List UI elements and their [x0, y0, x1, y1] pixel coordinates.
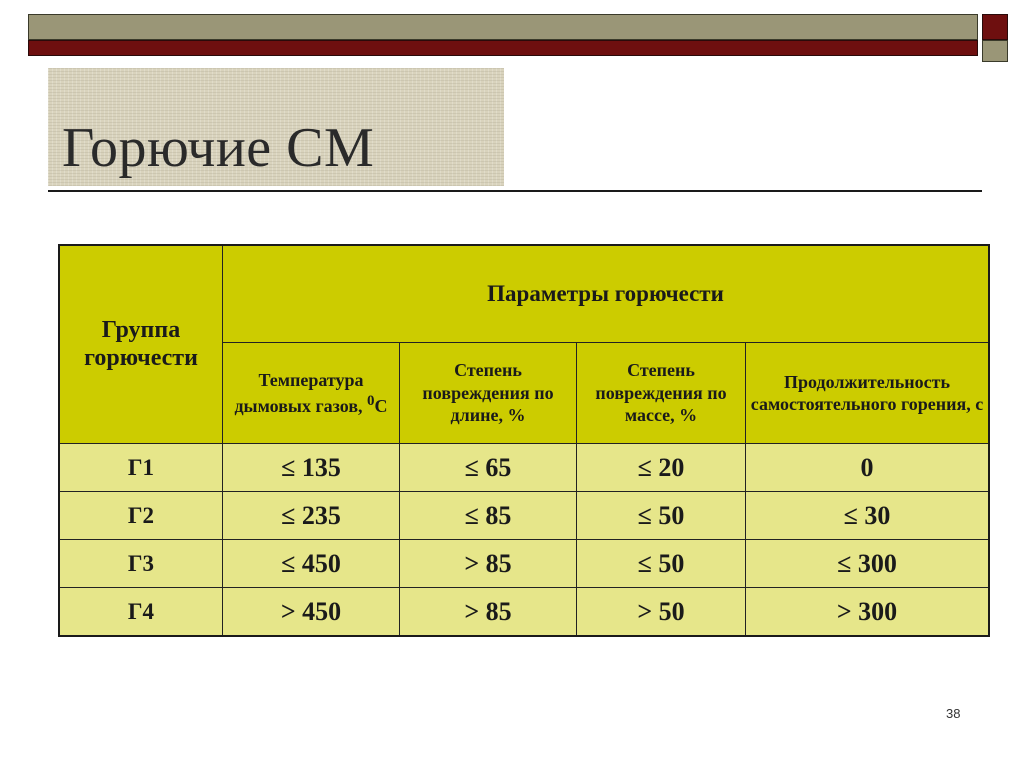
- duration-cell: > 300: [746, 588, 990, 637]
- page-number: 38: [946, 706, 961, 721]
- mass-damage-column-header: Степень повреждения по массе, %: [577, 343, 746, 444]
- corner-decor-square-top: [982, 14, 1008, 40]
- temp-cell: ≤ 450: [223, 540, 400, 588]
- group-cell: Г3: [59, 540, 223, 588]
- table-row: [59, 444, 989, 492]
- group-cell: Г2: [59, 492, 223, 540]
- flammability-table: [58, 244, 990, 637]
- temp-cell: ≤ 135: [223, 444, 400, 492]
- duration-cell: ≤ 300: [746, 540, 990, 588]
- group-column-header: Группа горючести: [59, 245, 223, 444]
- length-cell: ≤ 65: [400, 444, 577, 492]
- temp-header-unit: С: [374, 395, 388, 416]
- slide-title: Горючие СМ: [62, 117, 375, 179]
- group-cell: Г4: [59, 588, 223, 637]
- temp-header-text: Температура дымовых газов,: [234, 370, 368, 416]
- top-decor-bar: [28, 14, 978, 40]
- mass-cell: ≤ 20: [577, 444, 746, 492]
- length-cell: > 85: [400, 588, 577, 637]
- temp-header-superscript: 0: [367, 392, 375, 409]
- title-underline-rule: [48, 190, 982, 192]
- table-row: [59, 492, 989, 540]
- top-decor-stripe: [28, 40, 978, 56]
- params-header: Параметры горючести: [223, 245, 990, 343]
- table-row: [59, 588, 989, 637]
- mass-cell: ≤ 50: [577, 540, 746, 588]
- duration-cell: 0: [746, 444, 990, 492]
- corner-decor-square-bottom: [982, 40, 1008, 62]
- length-cell: ≤ 85: [400, 492, 577, 540]
- burning-duration-column-header: Продолжительность самостоятельного горения, с: [746, 343, 990, 444]
- mass-cell: > 50: [577, 588, 746, 637]
- length-damage-column-header: Степень повреждения по длине, %: [400, 343, 577, 444]
- header-row-top: [59, 245, 989, 343]
- temp-cell: ≤ 235: [223, 492, 400, 540]
- mass-cell: ≤ 50: [577, 492, 746, 540]
- temp-column-header: [223, 343, 400, 444]
- duration-cell: ≤ 30: [746, 492, 990, 540]
- temp-cell: > 450: [223, 588, 400, 637]
- group-cell: Г1: [59, 444, 223, 492]
- length-cell: > 85: [400, 540, 577, 588]
- table-row: [59, 540, 989, 588]
